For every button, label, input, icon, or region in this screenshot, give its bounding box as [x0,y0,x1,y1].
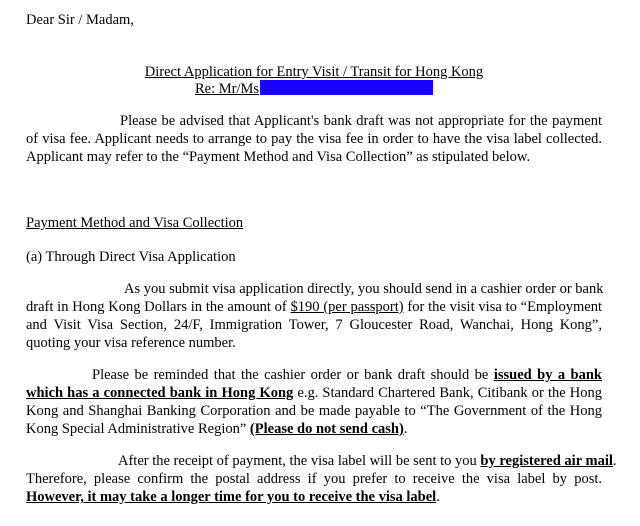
registered-air-mail: by registered air mail [480,453,613,469]
name-redaction [260,80,433,95]
para2-line-4 [26,420,407,438]
para3-line-1 [118,452,617,470]
para1-line-3: and Visit Visa Section, 24/F, Immigration Tower, 7 Gloucester Road, Wanchai, Hong Kong”, [26,317,602,333]
longer-time-notice: However, it may take a longer time for you to receive the visa label [26,489,437,505]
para1-line-1: As you submit visa application directly, you should send in a cashier order or bank [124,281,604,297]
subject-title-text: Direct Application for Entry Visit / Transit for Hong Kong [144,64,484,80]
visa-fee-amount: $190 (per passport) [290,299,404,315]
intro-line-2: of visa fee. Applicant needs to arrange to pay the visa fee in order to have the visa label collected. [26,131,602,147]
sub-heading: (a) Through Direct Visa Application [26,249,236,265]
section-heading [26,214,243,232]
section-heading-text: Payment Method and Visa Collection [26,215,244,231]
para2-line-4-end: . [403,421,408,437]
no-cash-notice: (Please do not send cash) [249,421,404,437]
para3-line-3-end: . [436,489,440,505]
greeting: Dear Sir / Madam, [26,12,134,28]
para1-line-2-start: draft in Hong Kong Dollars in the amount of [26,299,287,315]
para3-line-2: Therefore, please confirm the postal address if you prefer to receive the visa label by post. [26,471,602,487]
subject-re-label: Re: Mr/Ms [195,81,260,97]
para3-line-1-end: . [612,453,617,469]
intro-line-3: Applicant may refer to the “Payment Method and Visa Collection” as stipulated below. [26,149,531,165]
para2-line-2 [26,384,602,402]
para2-line-1-start: Please be reminded that the cashier order or bank draft should be [92,367,489,383]
para3-line-3 [26,488,440,506]
subject-re [195,80,433,98]
para3-line-1-start: After the receipt of payment, the visa label will be sent to you [118,453,477,469]
para2-line-3: Kong and Shanghai Banking Corporation and be made payable to “The Government of the Hong [26,403,602,419]
bank-requirement-2: which has a connected bank in Hong Kong [26,385,294,401]
para2-line-1 [92,366,602,384]
para2-line-4-start: Kong Special Administrative Region” [26,421,247,437]
para1-line-2-end: for the visit visa to “Employment [407,299,602,315]
intro-line-1: Please be advised that Applicant's bank draft was not appropriate for the payment [120,113,602,129]
para2-line-2-end: e.g. Standard Chartered Bank, Citibank or the Hong [297,385,602,401]
para1-line-4: quoting your visa reference number. [26,335,236,351]
bank-requirement-1: issued by a bank [493,367,603,383]
subject-title [0,63,628,81]
para1-line-2 [26,298,602,316]
